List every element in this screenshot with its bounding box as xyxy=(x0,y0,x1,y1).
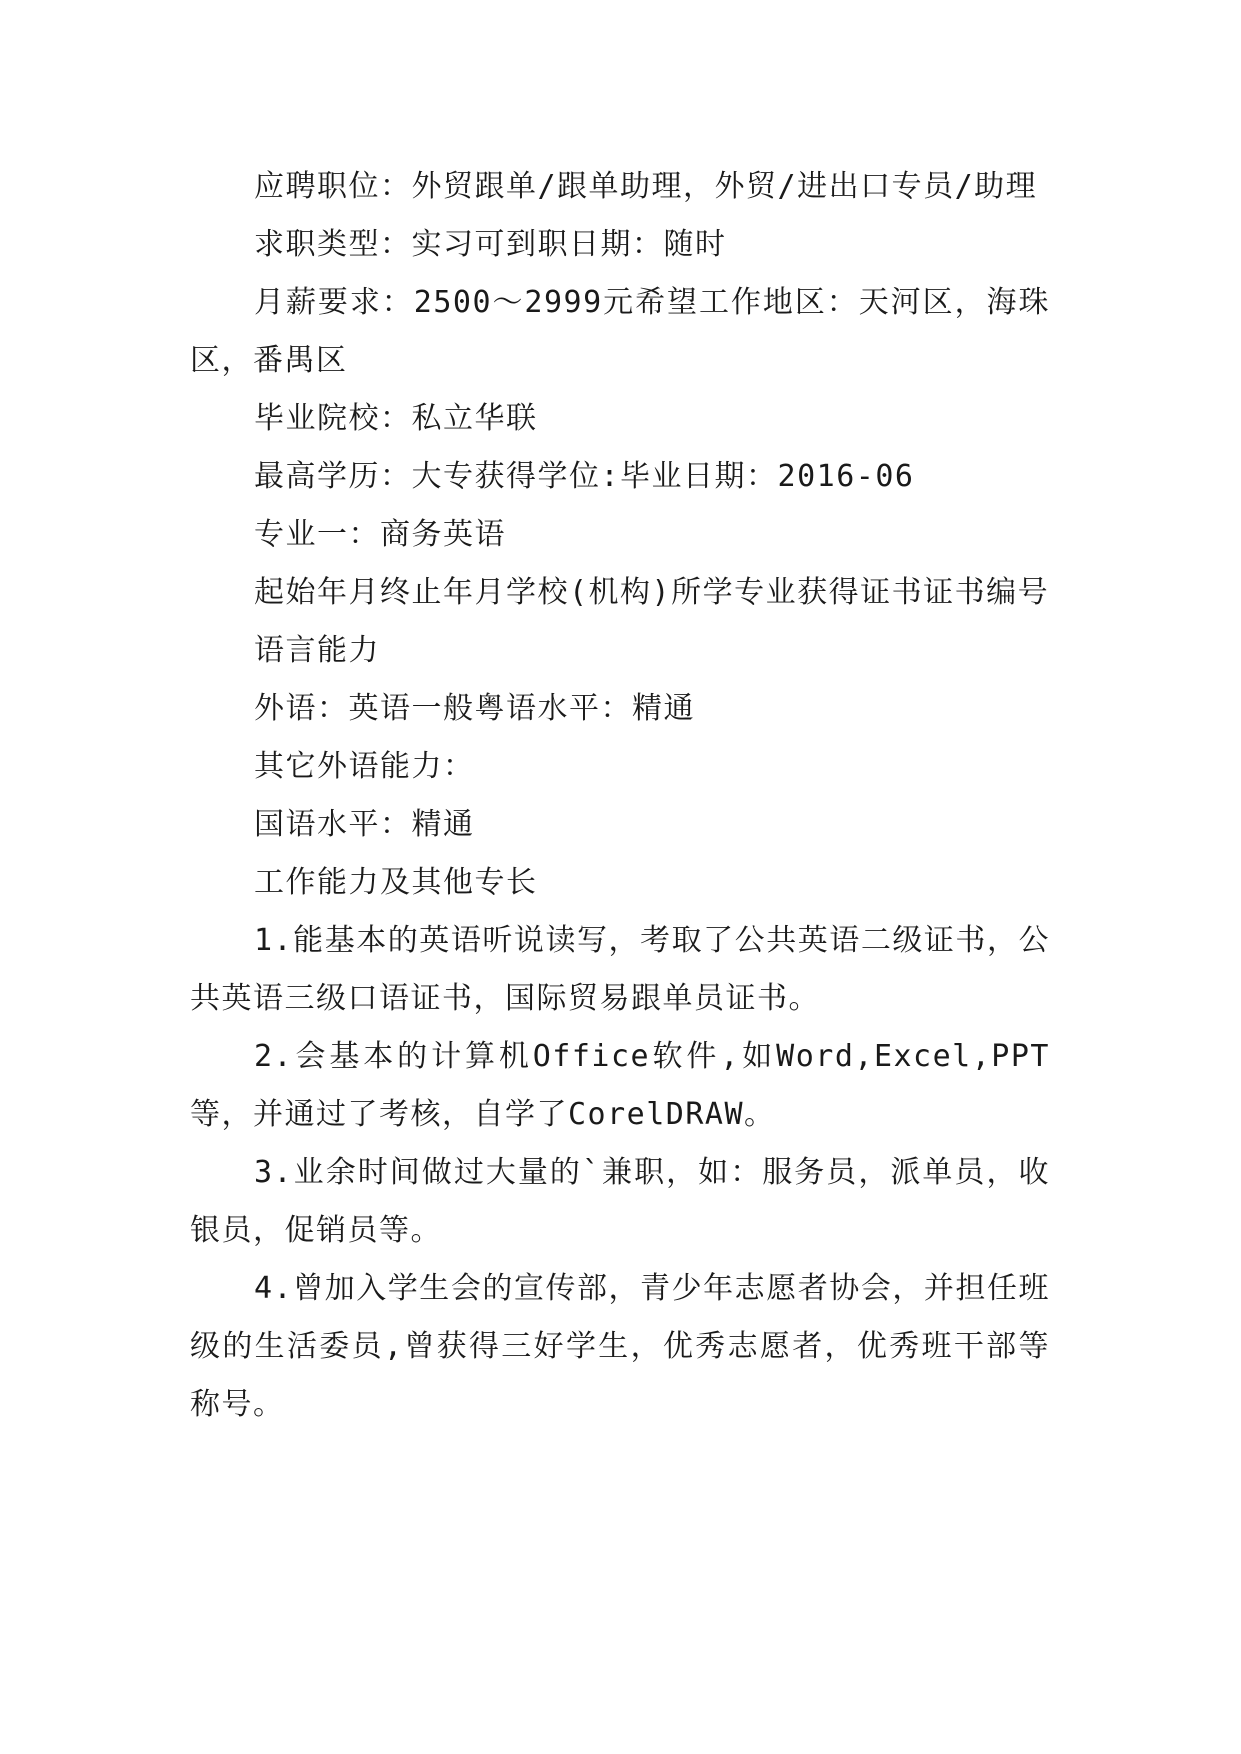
education-table-header: 起始年月终止年月学校(机构)所学专业获得证书证书编号 xyxy=(254,575,1050,610)
skills-section-title: 工作能力及其他专长 xyxy=(254,865,538,900)
mandarin-level: 国语水平：精通 xyxy=(254,807,475,842)
foreign-language: 外语：英语一般粤语水平：精通 xyxy=(254,691,695,726)
major: 专业一：商务英语 xyxy=(254,517,506,552)
skill-item: 4.曾加入学生会的宣传部，青少年志愿者协会，并担任班级的生活委员,曾获得三好学生，优秀志愿者，优秀班干部等称号。 xyxy=(190,1271,1050,1422)
skill-item: 3.业余时间做过大量的`兼职，如：服务员，派单员，收银员，促销员等。 xyxy=(190,1155,1050,1248)
education-level: 最高学历：大专获得学位:毕业日期：2016-06 xyxy=(254,459,915,494)
salary-location: 月薪要求：2500～2999元希望工作地区：天河区，海珠区，番禺区 xyxy=(190,285,1050,378)
skill-item: 2.会基本的计算机Office软件,如Word,Excel,PPT等，并通过了考核，自学了CorelDRAW。 xyxy=(190,1039,1050,1132)
language-section-title: 语言能力 xyxy=(254,633,380,668)
position-applied: 应聘职位：外贸跟单/跟单助理，外贸/进出口专员/助理 xyxy=(254,169,1038,204)
skill-item: 1.能基本的英语听说读写，考取了公共英语二级证书，公共英语三级口语证书，国际贸易跟单员证书。 xyxy=(190,923,1050,1016)
resume-body xyxy=(190,158,1050,1434)
other-language: 其它外语能力： xyxy=(254,749,475,784)
job-type: 求职类型：实习可到职日期：随时 xyxy=(254,227,727,262)
graduate-school: 毕业院校：私立华联 xyxy=(254,401,538,436)
